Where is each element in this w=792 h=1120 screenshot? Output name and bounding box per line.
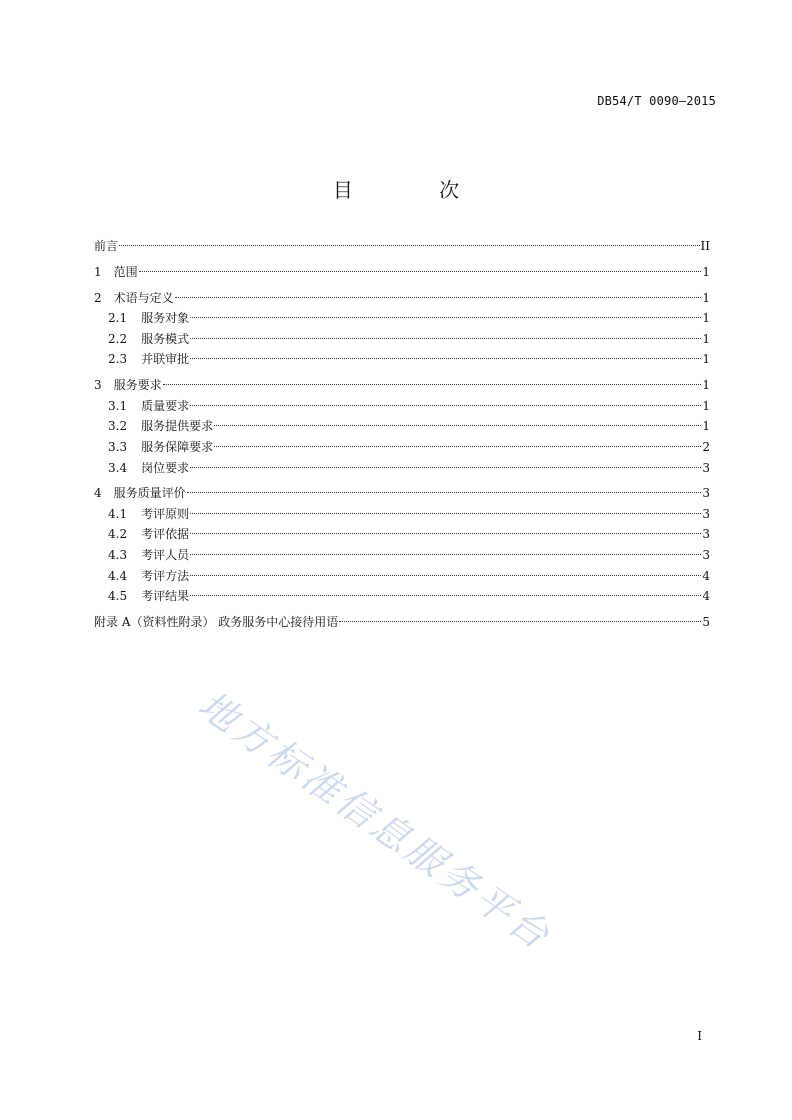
toc-leader-dots <box>139 271 701 272</box>
toc-entry-page: 1 <box>702 290 710 305</box>
toc-entry-label: 质量要求 <box>141 398 190 413</box>
toc-entry-number: 3.3 <box>108 439 128 454</box>
toc-entry-label: 附录 A（资料性附录） 政务服务中心接待用语 <box>94 615 339 630</box>
watermark: 地方标准信息服务平台 <box>190 682 560 960</box>
toc-entry-page: 3 <box>702 548 710 563</box>
toc-entry[interactable] <box>94 566 710 587</box>
toc-entry[interactable] <box>94 483 710 504</box>
toc-entry-page: 3 <box>702 486 710 501</box>
toc-entry-number: 2 <box>94 290 102 305</box>
toc-entry[interactable] <box>94 458 710 479</box>
toc-leader-dots <box>190 554 701 555</box>
toc-entry-page: 1 <box>702 331 710 346</box>
toc-entry-number: 2.2 <box>108 331 128 346</box>
toc-entry[interactable] <box>94 288 710 309</box>
toc-leader-dots <box>190 513 701 514</box>
toc-entry[interactable] <box>94 416 710 437</box>
toc-entry[interactable] <box>94 375 710 396</box>
toc-entry[interactable] <box>94 612 710 633</box>
toc-leader-dots <box>190 533 701 534</box>
toc-entry[interactable] <box>94 437 710 458</box>
toc-entry[interactable] <box>94 329 710 350</box>
toc-entry-number: 2.3 <box>108 352 128 367</box>
toc-entry-number: 2.1 <box>108 311 128 326</box>
toc-entry-label: 考评方法 <box>141 568 190 583</box>
toc-entry-page: 3 <box>702 460 710 475</box>
toc-entry-number: 4.2 <box>108 527 128 542</box>
toc-entry-label: 服务质量评价 <box>113 486 186 501</box>
toc-entry-number: 3.4 <box>108 460 128 475</box>
toc-leader-dots <box>175 297 701 298</box>
toc-entry-page: 1 <box>702 419 710 434</box>
toc-entry-number: 4.4 <box>108 568 128 583</box>
toc-leader-dots <box>190 595 701 596</box>
toc-leader-dots <box>214 425 701 426</box>
toc-entry-number: 3.1 <box>108 398 128 413</box>
toc-entry-label: 考评结果 <box>141 589 190 604</box>
toc-entry[interactable] <box>94 236 710 257</box>
toc-entry-label: 并联审批 <box>141 352 190 367</box>
toc-leader-dots <box>190 575 701 576</box>
toc-leader-dots <box>190 358 701 359</box>
toc-entry[interactable] <box>94 504 710 525</box>
toc-entry-label: 考评人员 <box>141 548 190 563</box>
toc-entry-label: 服务要求 <box>113 378 162 393</box>
toc-entry-label: 服务保障要求 <box>141 439 214 454</box>
table-of-contents <box>94 236 710 633</box>
toc-entry-label: 服务对象 <box>141 311 190 326</box>
toc-entry-page: 5 <box>702 615 710 630</box>
toc-entry-number: 3.2 <box>108 419 128 434</box>
toc-entry-page: 1 <box>702 398 710 413</box>
toc-leader-dots <box>119 245 700 246</box>
toc-entry-number: 3 <box>94 378 102 393</box>
toc-entry-number: 4 <box>94 486 102 501</box>
toc-leader-dots <box>190 317 701 318</box>
toc-entry-page: 3 <box>702 527 710 542</box>
toc-entry-page: 4 <box>702 589 710 604</box>
toc-leader-dots <box>163 384 701 385</box>
toc-leader-dots <box>190 467 701 468</box>
toc-leader-dots <box>187 492 701 493</box>
toc-entry[interactable] <box>94 524 710 545</box>
toc-entry-label: 考评依据 <box>141 527 190 542</box>
toc-entry-page: 1 <box>702 378 710 393</box>
toc-entry-number: 4.1 <box>108 506 128 521</box>
toc-entry-label: 服务模式 <box>141 331 190 346</box>
toc-entry-number: 1 <box>94 264 102 279</box>
toc-entry-number: 4.5 <box>108 589 128 604</box>
toc-entry[interactable] <box>94 262 710 283</box>
toc-entry[interactable] <box>94 545 710 566</box>
toc-entry[interactable] <box>94 308 710 329</box>
toc-entry-label: 考评原则 <box>141 506 190 521</box>
toc-leader-dots <box>190 338 701 339</box>
document-code: DB54/T 0090—2015 <box>597 94 716 108</box>
toc-entry-page: 1 <box>702 311 710 326</box>
toc-entry-number: 4.3 <box>108 548 128 563</box>
toc-entry-page: 4 <box>702 568 710 583</box>
toc-entry-page: 2 <box>702 439 710 454</box>
toc-entry-page: 1 <box>702 264 710 279</box>
toc-leader-dots <box>190 405 701 406</box>
toc-leader-dots <box>339 621 701 622</box>
toc-entry-label: 前言 <box>94 239 119 253</box>
toc-entry-label: 服务提供要求 <box>141 419 214 434</box>
toc-entry-label: 岗位要求 <box>141 460 190 475</box>
toc-entry[interactable] <box>94 396 710 417</box>
toc-entry-page: 3 <box>702 506 710 521</box>
page-number: I <box>697 1029 702 1043</box>
toc-entry[interactable] <box>94 349 710 370</box>
toc-entry-label: 术语与定义 <box>113 290 174 305</box>
toc-entry-label: 范围 <box>113 264 138 279</box>
toc-entry[interactable] <box>94 586 710 607</box>
toc-entry-page: 1 <box>702 352 710 367</box>
toc-leader-dots <box>214 446 701 447</box>
toc-entry-page: II <box>700 239 710 253</box>
toc-title: 目 次 <box>332 178 500 202</box>
